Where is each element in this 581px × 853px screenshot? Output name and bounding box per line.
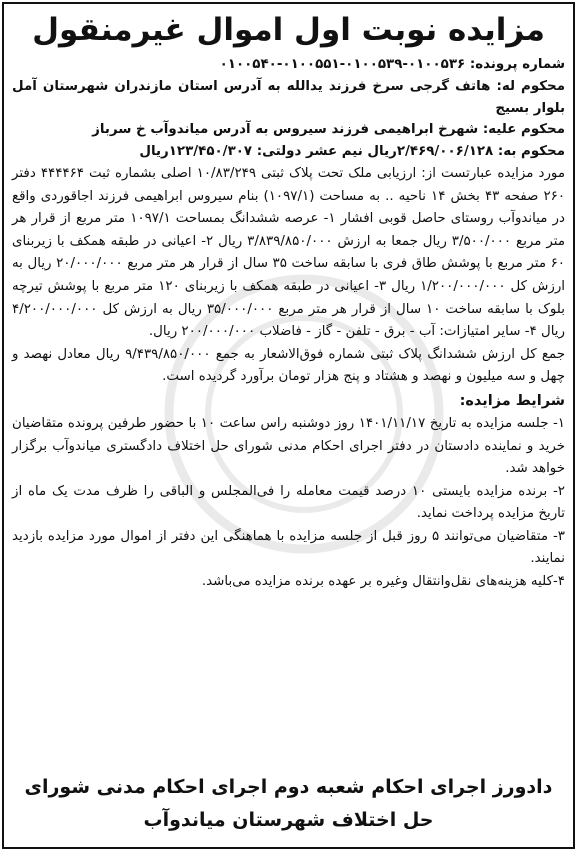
auction-description: مورد مزایده عبارتست از: ارزیابی ملک تحت پلاک ثبتی ۱۰/۸۳/۲۴۹ اصلی بشماره ثبت ۴۴۴۴۶۴ دفتر ۲۶۰ صفحه ۴۳ بخش ۱۴ ناحیه .. به مساحت (۱۰۹۷/۱) بنام سیروس ابراهیمی فرزند اجاقوردی واقع در میاندوآب روستای حاصل قوبی افشار ۱- عرصه ششدانگ بمساحت ۱۰۹۷/۱ متر مربع از قرار هر متر مربع ۳/۵۰۰/۰۰۰ ریال جمعا به ارزش ۳/۸۳۹/۸۵۰/۰۰۰ ریال ۲- اعیانی در طبقه همکف با زیربنای ۶۰ متر مربع با پوشش طاق فری با سابقه ساخت ۳۵ سال از قرار هر متر مربع ۲۰/۰۰۰/۰۰۰ ریال به ارزش کل ۱/۲۰۰/۰۰۰/۰۰۰ ریال ۳- اعیانی در طبقه همکف با زیربنای ۱۲۰ متر مربع با پوشش تیرچه بلوک با سابقه ساخت ۱۰ سال از قرار هر متر مربع ۳۵/۰۰۰/۰۰۰ ریال به ارزش کل ۴/۲۰۰/۰۰۰/۰۰۰ ریال ۴- سایر امتیازات: آب - برق - تلفن - گاز - فاضلاب ۲۰۰/۰۰۰/۰۰۰ ریال. [12,165,566,340]
condition-item: ۱- جلسه مزایده به تاریخ ۱۴۰۱/۱۱/۱۷ روز دوشنبه راس ساعت ۱۰ با حضور طرفین پرونده متقاضیان خرید و نماینده دادستان در دفتر اجرای احکام مدنی شورای حل اختلاف دادگستری میاندوآب برگزار خواهد شد. [12,415,565,477]
auction-total-value: جمع کل ارزش ششدانگ پلاک ثبتی شماره فوق‌الاشعار به جمع ۹/۴۳۹/۸۵۰/۰۰۰ ریال معادل نهصد و چهل و سه میلیون و نهصد و هشتاد و پنج هزار تومان برآورد گردیده است. [12,346,565,385]
signature-block [12,771,565,837]
notice-frame [2,2,575,849]
signature-line-1: دادورز اجرای احکام شعبه دوم اجرای احکام مدنی شورای [24,776,553,798]
defendant: محکوم علیه: شهرخ ابراهیمی فرزند سیروس به آدرس میاندوآب خ سرباز [92,122,565,138]
condition-item: ۴-کلیه هزینه‌های نقل‌وانتقال وغیره بر عهده برنده مزایده می‌باشد. [201,574,565,590]
notice-document [12,10,565,841]
conditions-heading: شرایط مزایده: [459,392,565,409]
case-numbers: شماره پرونده: ۰۱۰۰۵۳۶-۰۱۰۰۵۳۹-۰۱۰۰۵۵۱-۰۱۰۰۵۴۰ [219,57,565,72]
notice-title: مزایده نوبت اول اموال غیرمنقول [32,12,545,48]
judgment-amount: محکوم به: ۲/۴۶۹/۰۰۶/۱۲۸ریال نیم عشر دولتی: ۱۲۳/۴۵۰/۳۰۷ریال [139,144,565,160]
plaintiff: محکوم له: هاتف گرجی سرخ فرزند یدالله به آدرس استان مازندران شهرستان آمل بلوار بسیج [12,78,565,116]
condition-item: ۳- متقاضیان می‌توانند ۵ روز قبل از جلسه مزایده با هماهنگی این دفتر از اموال مورد مزایده بازدید نمایند. [12,528,565,567]
condition-item: ۲- برنده مزایده بایستی ۱۰ درصد قیمت معامله را فی‌المجلس و الباقی را ظرف مدت یک ماه از تاریخ مزایده پرداخت نماید. [12,483,565,522]
signature-line-2: حل اختلاف شهرستان میاندوآب [143,809,434,831]
